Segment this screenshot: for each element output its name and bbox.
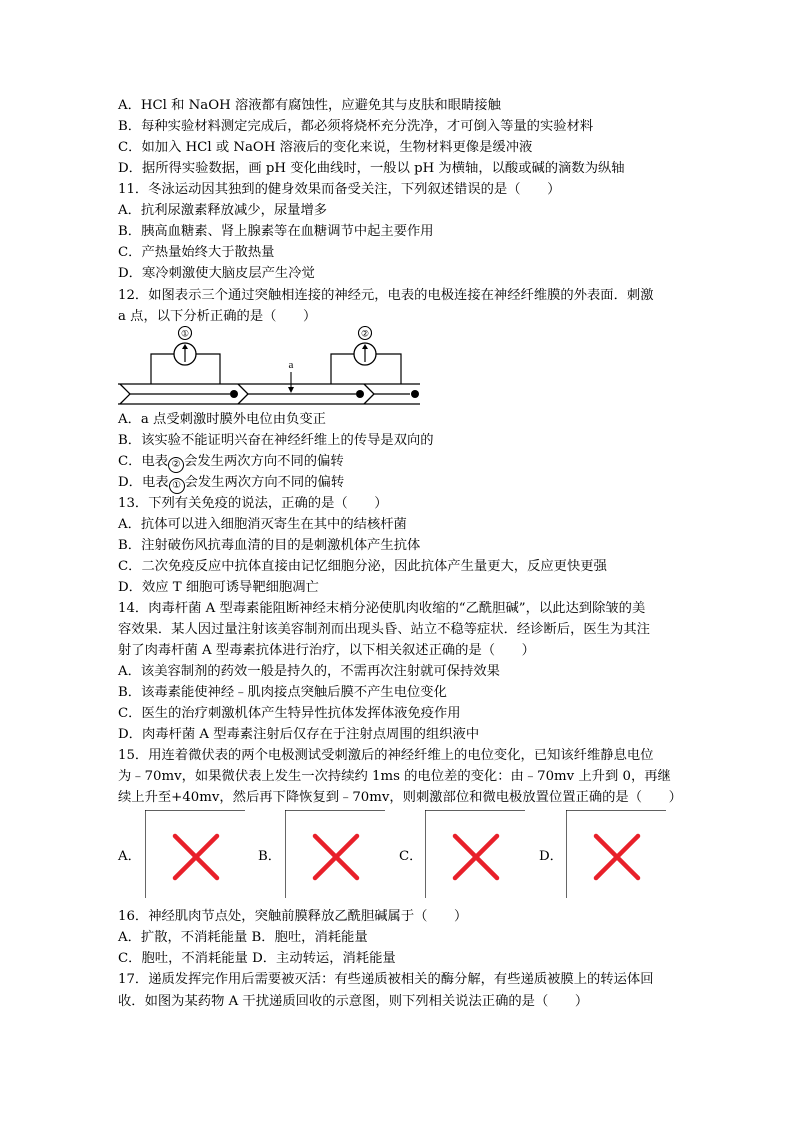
- neuron1-tail: [120, 384, 130, 404]
- q10-option-b: B．每种实验材料测定完成后，都必须将烧杯充分洗净，才可倒入等量的实验材料: [118, 119, 594, 134]
- broken-image-x-icon: [175, 836, 217, 878]
- neuron3-end: [411, 390, 419, 398]
- q15-label-b: B．: [258, 849, 282, 864]
- synapse2-terminal: [356, 390, 364, 398]
- q15-stem-line1: 15．用连着微伏表的两个电极测试受刺激后的神经纤维上的电位变化，已知该纤维静息电位: [118, 748, 654, 763]
- q15-image-b: [285, 810, 385, 898]
- q16-options-cd: C．胞吐，不消耗能量 D．主动转运，消耗能量: [118, 951, 396, 966]
- meter1-mark: ①: [169, 478, 185, 494]
- q12-option-c: C．电表 ② 会发生两次方向不同的偏转: [118, 452, 344, 473]
- point-a-label: a: [288, 359, 294, 371]
- q14-option-b: B．该毒素能使神经﹣肌肉接点突触后膜不产生电位变化: [118, 685, 447, 700]
- q15-stem-line3: 续上升至+40mv，然后再下降恢复到﹣70mv，则刺激部位和微电极放置位置正确的是（ ）: [118, 790, 682, 805]
- q15-label-c: C．: [399, 849, 423, 864]
- q14-option-c: C．医生的治疗刺激机体产生特异性抗体发挥体液免疫作用: [118, 706, 461, 721]
- q12-stem-line2: a 点，以下分析正确的是（ ）: [118, 309, 317, 324]
- q13-option-c: C．二次免疫反应中抗体直接由记忆细胞分泌，因此抗体产生量更大，反应更快更强: [118, 559, 607, 574]
- q15-label-d: D．: [539, 849, 563, 864]
- q11-option-a: A．抗利尿激素释放减少，尿量增多: [118, 203, 328, 218]
- q14-stem-line2: 容效果．某人因过量注射该美容制剂而出现头昏、站立不稳等症状．经诊断后，医生为其注: [118, 622, 650, 637]
- q17-stem-line1: 17．递质发挥完作用后需要被灭活：有些递质被相关的酶分解，有些递质被膜上的转运体回: [118, 972, 654, 987]
- broken-image-x-icon: [315, 836, 357, 878]
- q16-stem: 16．神经肌肉节点处，突触前膜释放乙酰胆碱属于（ ）: [118, 909, 468, 924]
- neuron-diagram: [118, 326, 428, 408]
- q17-stem-line2: 收．如图为某药物 A 干扰递质回收的示意图，则下列相关说法正确的是（ ）: [118, 994, 589, 1009]
- neuron3-dendrite: [364, 384, 374, 404]
- q14-option-a: A．该美容制剂的药效一般是持久的，不需再次注射就可保持效果: [118, 664, 500, 679]
- q14-option-d: D．肉毒杆菌 A 型毒素注射后仅存在于注射点周围的组织液中: [118, 727, 480, 742]
- q10-option-d: D．据所得实验数据，画 pH 变化曲线时，一般以 pH 为横轴，以酸或碱的滴数为纵轴: [118, 161, 625, 176]
- q14-stem-line3: 射了肉毒杆菌 A 型毒素抗体进行治疗，以下相关叙述正确的是（ ）: [118, 643, 535, 658]
- q15-image-c: [425, 810, 525, 898]
- q15-image-a: [145, 810, 245, 898]
- q13-option-d: D．效应 T 细胞可诱导靶细胞凋亡: [118, 580, 319, 595]
- q11-option-d: D．寒冷刺激使大脑皮层产生冷觉: [118, 266, 315, 281]
- broken-image-x-icon: [455, 836, 497, 878]
- q12-option-a: A．a 点受刺激时膜外电位由负变正: [118, 412, 326, 427]
- meter2-label: ②: [360, 329, 370, 340]
- q11-option-b: B．胰高血糖素、肾上腺素等在血糖调节中起主要作用: [118, 224, 434, 239]
- neuron2-dendrite: [238, 384, 248, 404]
- q15-label-a: A．: [118, 849, 141, 864]
- q13-stem: 13．下列有关免疫的说法，正确的是（ ）: [118, 496, 388, 511]
- q10-option-a: A．HCl 和 NaOH 溶液都有腐蚀性，应避免其与皮肤和眼睛接触: [118, 98, 501, 113]
- q12-option-b: B．该实验不能证明兴奋在神经纤维上的传导是双向的: [118, 433, 434, 448]
- q12-option-d: D．电表 ① 会发生两次方向不同的偏转: [118, 473, 344, 494]
- meter2-mark: ②: [168, 457, 184, 473]
- q15-stem-line2: 为﹣70mv，如果微伏表上发生一次持续约 1ms 的电位差的变化：由﹣70mv 上升到 0，再继: [118, 769, 671, 784]
- q14-stem-line1: 14．肉毒杆菌 A 型毒素能阻断神经末梢分泌使肌肉收缩的“乙酰胆碱”，以此达到除皱的美: [118, 601, 646, 616]
- synapse1-terminal: [230, 390, 238, 398]
- q11-option-c: C．产热量始终大于散热量: [118, 245, 275, 260]
- q13-option-b: B．注射破伤风抗毒血清的目的是刺激机体产生抗体: [118, 538, 421, 553]
- broken-image-x-icon: [596, 836, 638, 878]
- q10-option-c: C．如加入 HCl 或 NaOH 溶液后的变化来说，生物材料更像是缓冲液: [118, 140, 533, 155]
- meter1-label: ①: [180, 329, 190, 340]
- q15-image-d: [566, 810, 666, 898]
- q12-stem-line1: 12．如图表示三个通过突触相连接的神经元，电表的电极连接在神经纤维膜的外表面．刺激: [118, 288, 654, 303]
- q11-stem: 11．冬泳运动因其独到的健身效果而备受关注，下列叙述错误的是（ ）: [118, 182, 561, 197]
- q16-options-ab: A．扩散，不消耗能量 B．胞吐，消耗能量: [118, 930, 368, 945]
- q13-option-a: A．抗体可以进入细胞消灭寄生在其中的结核杆菌: [118, 517, 407, 532]
